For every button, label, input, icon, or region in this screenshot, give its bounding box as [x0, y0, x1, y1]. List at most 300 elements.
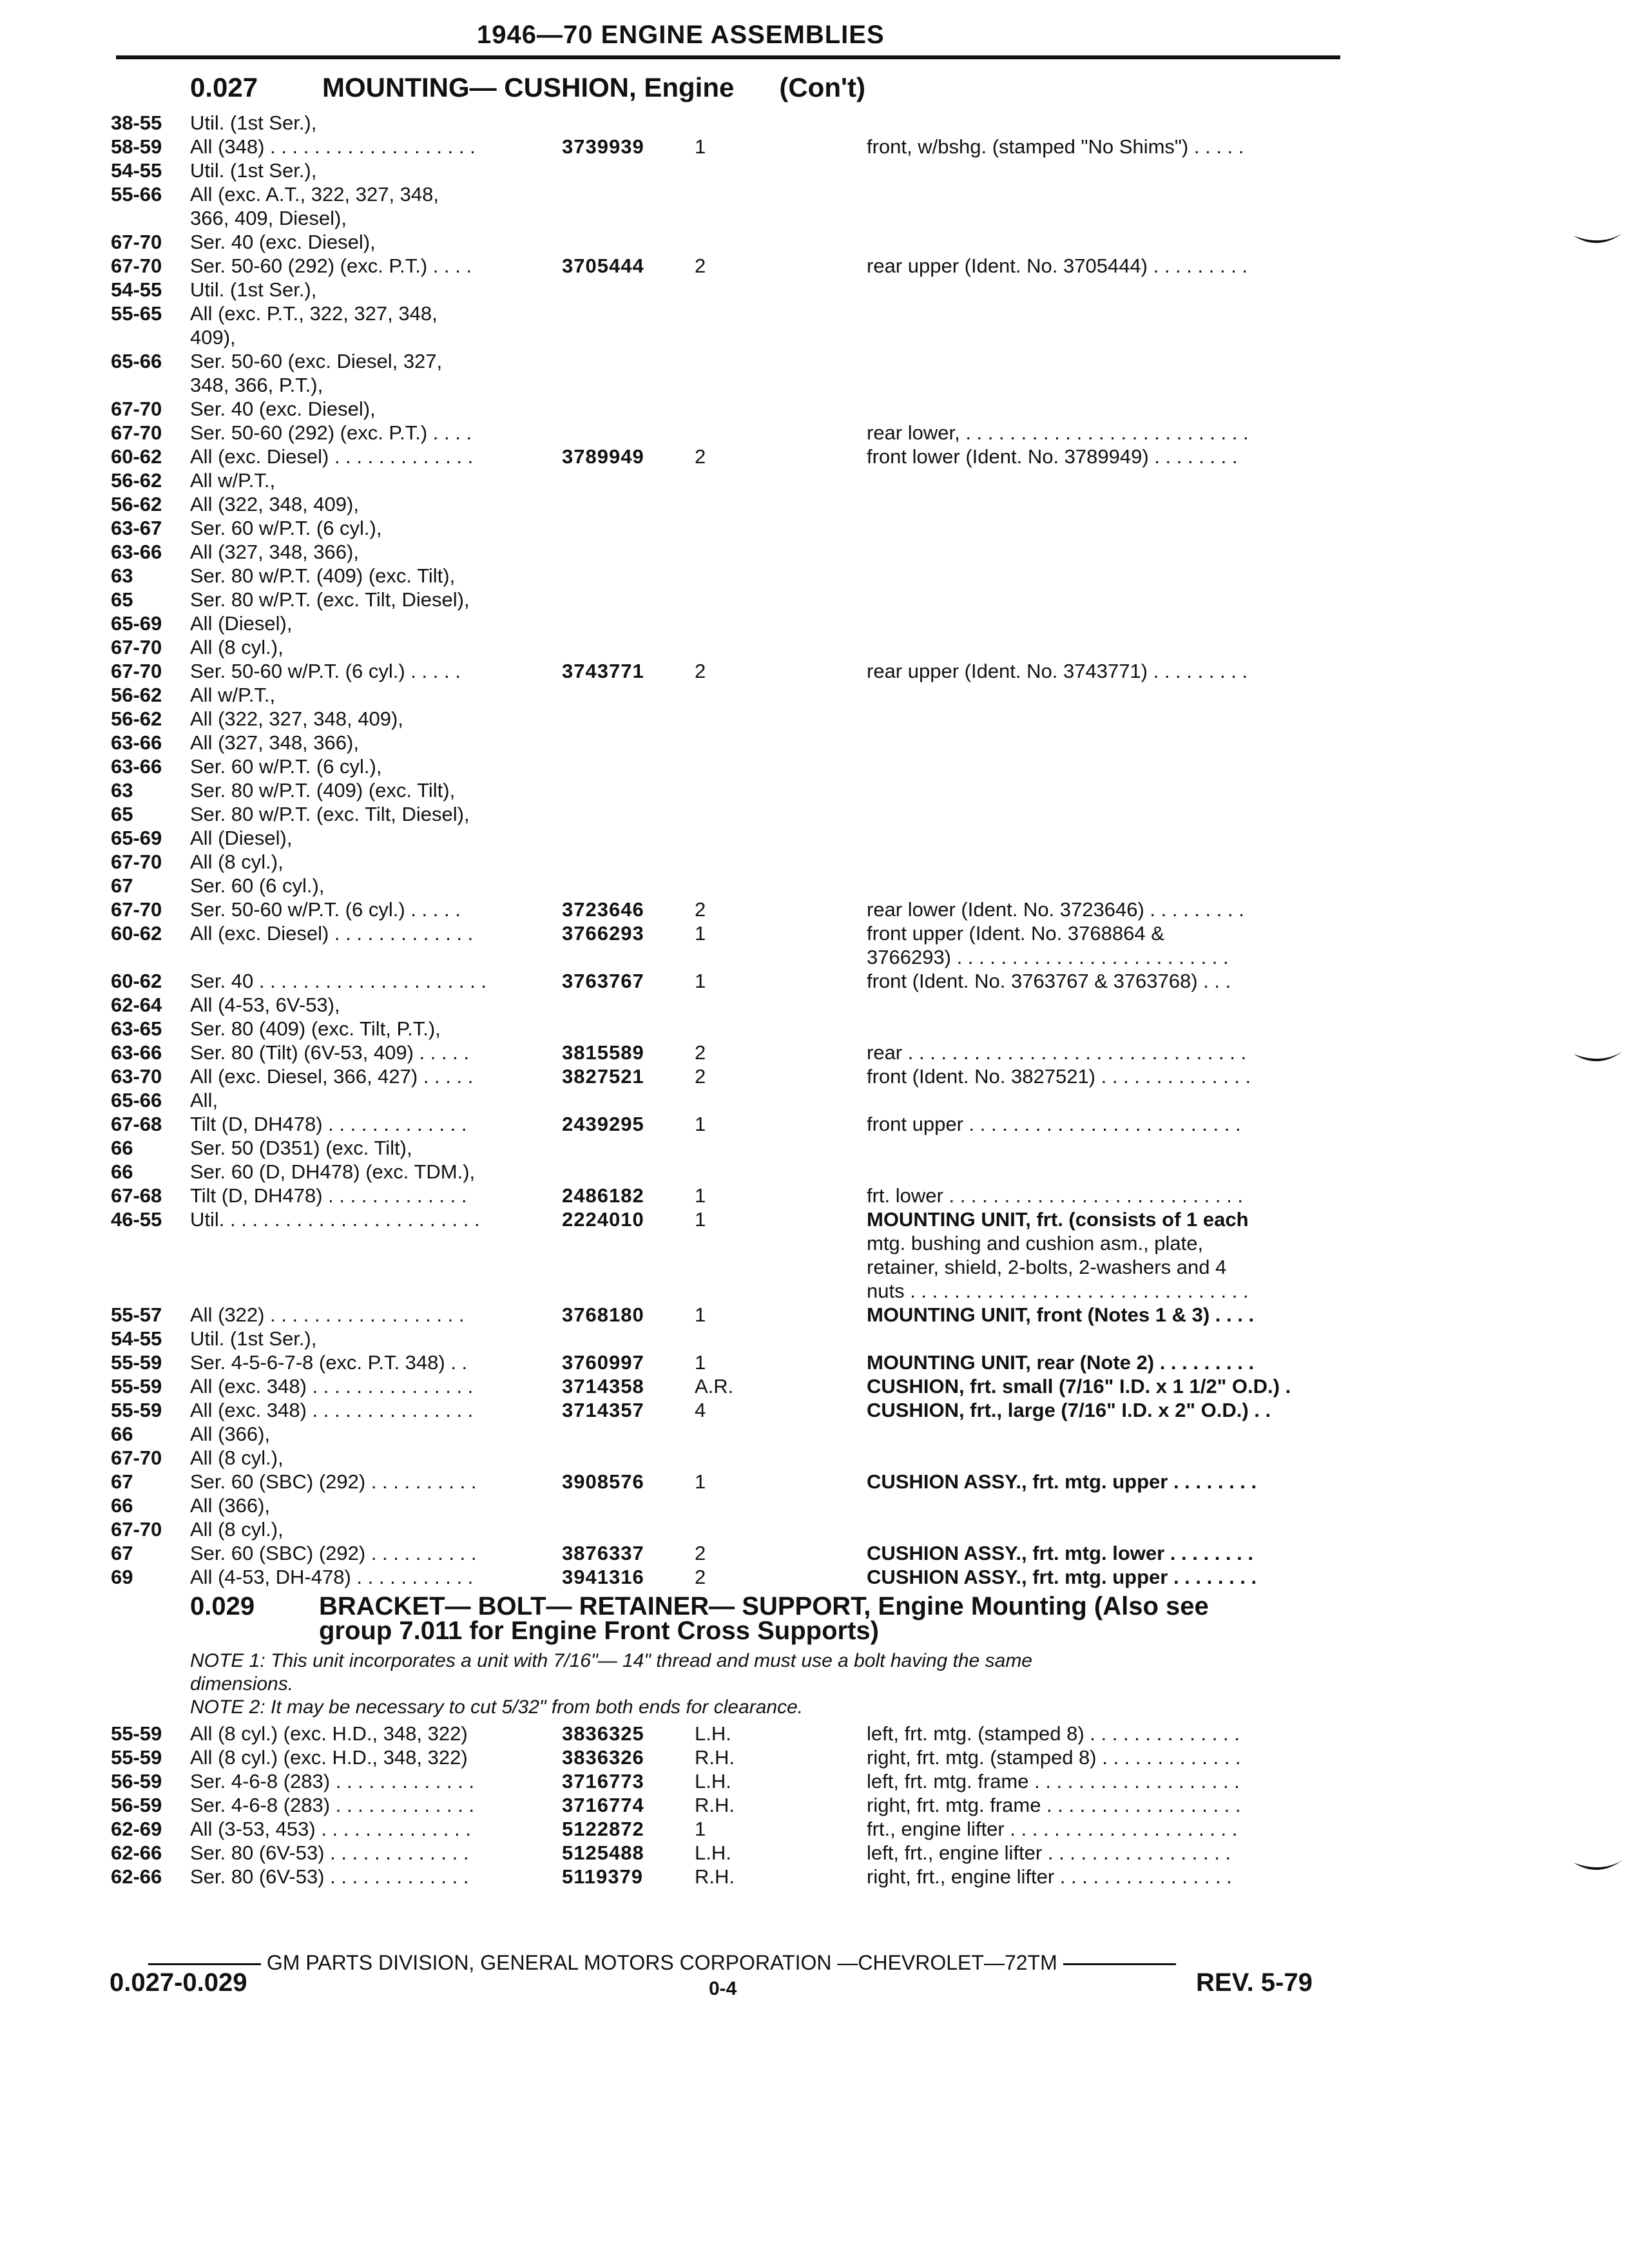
year-range: 60-62	[111, 445, 162, 468]
quantity: 1	[695, 970, 706, 992]
model-description: Ser. 4-5-6-7-8 (exc. P.T. 348) . .	[190, 1351, 468, 1374]
list-item	[0, 1064, 1629, 1088]
footer-section-range: 0.027-0.029	[110, 1968, 247, 1997]
model-description: Util. (1st Ser.),	[190, 1327, 317, 1350]
year-range: 58-59	[111, 135, 162, 158]
year-range: 67-68	[111, 1113, 162, 1135]
list-item	[0, 278, 1629, 302]
year-range: 67-70	[111, 898, 162, 921]
model-description: All (4-53, DH-478) . . . . . . . . . . .	[190, 1566, 474, 1588]
part-number: 3716773	[562, 1770, 644, 1792]
list-item	[0, 969, 1629, 993]
part-description: rear . . . . . . . . . . . . . . . . . . . . . . . . . . . . . . .	[867, 1041, 1247, 1064]
model-description: Ser. 4-6-8 (283) . . . . . . . . . . . . .	[190, 1770, 475, 1792]
list-item	[0, 1565, 1629, 1589]
part-description: front lower (Ident. No. 3789949) . . . . . . . .	[867, 445, 1238, 468]
footer-rule-left	[148, 1963, 261, 1965]
model-description: Ser. 80 w/P.T. (exc. Tilt, Diesel),	[190, 588, 470, 611]
model-description: All (exc. 348) . . . . . . . . . . . . . . .	[190, 1399, 474, 1421]
year-range: 63-65	[111, 1017, 162, 1040]
year-range: 67-70	[111, 255, 162, 277]
list-item	[0, 1446, 1629, 1470]
model-description: All (exc. A.T., 322, 327, 348,	[190, 183, 439, 206]
part-number: 3815589	[562, 1041, 644, 1064]
part-description: rear lower, . . . . . . . . . . . . . . . . . . . . . . . . . .	[867, 421, 1249, 444]
model-description: Ser. 60 w/P.T. (6 cyl.),	[190, 517, 382, 539]
list-item	[0, 325, 1629, 349]
list-item	[0, 1793, 1629, 1817]
year-range: 55-59	[111, 1746, 162, 1769]
year-range: 62-69	[111, 1818, 162, 1840]
year-range: 65-69	[111, 612, 162, 635]
model-description: Ser. 80 w/P.T. (exc. Tilt, Diesel),	[190, 803, 470, 825]
year-range: 55-59	[111, 1375, 162, 1398]
model-description: All (8 cyl.) (exc. H.D., 348, 322)	[190, 1746, 468, 1769]
quantity: L.H.	[695, 1841, 731, 1864]
year-range: 54-55	[111, 278, 162, 301]
model-description: All (322, 327, 348, 409),	[190, 707, 403, 730]
list-item	[0, 230, 1629, 254]
year-range: 54-55	[111, 1327, 162, 1350]
model-description: Ser. 40 . . . . . . . . . . . . . . . . . . . . .	[190, 970, 487, 992]
part-number: 2439295	[562, 1113, 644, 1135]
year-range: 46-55	[111, 1208, 162, 1231]
list-item	[0, 182, 1629, 206]
model-description: Ser. 50-60 w/P.T. (6 cyl.) . . . . .	[190, 898, 461, 921]
year-range: 62-66	[111, 1865, 162, 1888]
list-item	[0, 349, 1629, 373]
model-description: 366, 409, Diesel),	[190, 207, 347, 229]
list-item	[0, 492, 1629, 516]
year-range: 67-70	[111, 660, 162, 682]
part-number: 3908576	[562, 1470, 644, 1493]
year-range: 67-70	[111, 1518, 162, 1541]
part-description: frt. lower . . . . . . . . . . . . . . . . . . . . . . . . . . .	[867, 1184, 1243, 1207]
part-description: CUSHION ASSY., frt. mtg. upper . . . . . . . .	[867, 1566, 1257, 1588]
model-description: All w/P.T.,	[190, 684, 276, 706]
list-item	[0, 826, 1629, 850]
list-item	[0, 1279, 1629, 1303]
part-description: retainer, shield, 2-bolts, 2-washers and 4	[867, 1256, 1227, 1278]
year-range: 65-66	[111, 350, 162, 372]
part-number: 3743771	[562, 660, 644, 682]
model-description: All (322, 348, 409),	[190, 493, 359, 515]
part-description: 3766293) . . . . . . . . . . . . . . . . . . . . . . . . .	[867, 946, 1229, 968]
part-description: left, frt., engine lifter . . . . . . . . . . . . . . . . .	[867, 1841, 1231, 1864]
model-description: Ser. 60 (SBC) (292) . . . . . . . . . .	[190, 1542, 477, 1564]
part-number: 3836325	[562, 1722, 644, 1745]
quantity: 2	[695, 1041, 706, 1064]
section-number: 0.029	[190, 1592, 255, 1620]
model-description: Ser. 4-6-8 (283) . . . . . . . . . . . . .	[190, 1794, 475, 1816]
list-item	[0, 1398, 1629, 1422]
part-description: front (Ident. No. 3763767 & 3763768) . . .	[867, 970, 1231, 992]
year-range: 55-59	[111, 1351, 162, 1374]
part-description: front upper . . . . . . . . . . . . . . . . . . . . . . . . .	[867, 1113, 1241, 1135]
part-description: right, frt. mtg. frame . . . . . . . . . . . . . . . . . .	[867, 1794, 1241, 1816]
part-number: 3941316	[562, 1566, 644, 1588]
list-item	[0, 635, 1629, 659]
year-range: 65-66	[111, 1089, 162, 1111]
quantity: R.H.	[695, 1794, 735, 1816]
model-description: Ser. 80 (6V-53) . . . . . . . . . . . . .	[190, 1841, 469, 1864]
quantity: 2	[695, 1566, 706, 1588]
year-range: 56-59	[111, 1794, 162, 1816]
part-description: CUSHION, frt. small (7/16" I.D. x 1 1/2" O.D.) .	[867, 1375, 1291, 1398]
year-range: 56-62	[111, 469, 162, 492]
model-description: Ser. 80 (6V-53) . . . . . . . . . . . . .	[190, 1865, 469, 1888]
model-description: Ser. 40 (exc. Diesel),	[190, 231, 376, 253]
quantity: 2	[695, 1542, 706, 1564]
year-range: 63-66	[111, 541, 162, 563]
part-description: MOUNTING UNIT, front (Notes 1 & 3) . . . .	[867, 1303, 1255, 1326]
part-description: MOUNTING UNIT, rear (Note 2) . . . . . . . . .	[867, 1351, 1255, 1374]
quantity: 2	[695, 1065, 706, 1088]
model-description: Ser. 50 (D351) (exc. Tilt),	[190, 1137, 412, 1159]
part-number: 3763767	[562, 970, 644, 992]
list-item	[0, 1494, 1629, 1517]
year-range: 69	[111, 1566, 133, 1588]
part-description: nuts . . . . . . . . . . . . . . . . . . . . . . . . . . . . . . .	[867, 1280, 1249, 1302]
part-description: left, frt. mtg. frame . . . . . . . . . . . . . . . . . . .	[867, 1770, 1240, 1792]
list-item	[0, 802, 1629, 826]
year-range: 62-66	[111, 1841, 162, 1864]
list-item	[0, 1470, 1629, 1494]
footer-rule-right	[1063, 1963, 1176, 1965]
year-range: 67	[111, 1470, 133, 1493]
part-description: mtg. bushing and cushion asm., plate,	[867, 1232, 1204, 1254]
year-range: 55-59	[111, 1722, 162, 1745]
part-number: 5125488	[562, 1841, 644, 1864]
model-description: 409),	[190, 326, 236, 349]
list-item	[0, 850, 1629, 874]
model-description: All (8 cyl.),	[190, 1446, 284, 1469]
section-number: 0.027	[190, 72, 258, 102]
part-number: 3714357	[562, 1399, 644, 1421]
year-range: 56-59	[111, 1770, 162, 1792]
list-item	[0, 1517, 1629, 1541]
year-range: 63	[111, 779, 133, 802]
model-description: All (348) . . . . . . . . . . . . . . . . . . .	[190, 135, 476, 158]
year-range: 66	[111, 1423, 133, 1445]
list-item	[0, 421, 1629, 445]
model-description: Ser. 50-60 (292) (exc. P.T.) . . . .	[190, 255, 472, 277]
list-item	[0, 1769, 1629, 1793]
model-description: Tilt (D, DH478) . . . . . . . . . . . . .	[190, 1184, 467, 1207]
part-number: 3723646	[562, 898, 644, 921]
list-item	[0, 993, 1629, 1017]
model-description: Ser. 50-60 w/P.T. (6 cyl.) . . . . .	[190, 660, 461, 682]
list-item	[0, 778, 1629, 802]
continued-label: (Con't)	[779, 72, 865, 102]
list-item	[0, 1017, 1629, 1041]
part-number: 5119379	[562, 1865, 643, 1888]
part-description: right, frt., engine lifter . . . . . . . . . . . . . . . .	[867, 1865, 1232, 1888]
quantity: L.H.	[695, 1770, 731, 1792]
part-number: 3876337	[562, 1542, 644, 1564]
list-item	[0, 1722, 1629, 1745]
section-name-line2: group 7.011 for Engine Front Cross Supports)	[319, 1617, 879, 1645]
part-number: 3739939	[562, 135, 644, 158]
year-range: 67	[111, 1542, 133, 1564]
model-description: All (8 cyl.),	[190, 850, 284, 873]
list-item	[0, 1231, 1629, 1255]
list-item	[0, 707, 1629, 731]
model-description: All (8 cyl.) (exc. H.D., 348, 322)	[190, 1722, 468, 1745]
model-description: Ser. 60 (6 cyl.),	[190, 874, 325, 897]
list-item	[0, 1327, 1629, 1350]
list-item	[0, 921, 1629, 945]
list-item	[0, 683, 1629, 707]
year-range: 62-64	[111, 994, 162, 1016]
year-range: 65-69	[111, 827, 162, 849]
year-range: 55-59	[111, 1399, 162, 1421]
part-description: frt., engine lifter . . . . . . . . . . . . . . . . . . . . .	[867, 1818, 1238, 1840]
part-number: 3789949	[562, 445, 644, 468]
quantity: L.H.	[695, 1722, 731, 1745]
model-description: Util. (1st Ser.),	[190, 278, 317, 301]
model-description: 348, 366, P.T.),	[190, 374, 323, 396]
model-description: Ser. 80 (409) (exc. Tilt, P.T.),	[190, 1017, 441, 1040]
quantity: 1	[695, 922, 706, 945]
model-description: All (366),	[190, 1494, 271, 1517]
section-title-0027	[190, 72, 865, 103]
part-number: 2224010	[562, 1208, 644, 1231]
model-description: Ser. 50-60 (exc. Diesel, 327,	[190, 350, 443, 372]
year-range: 56-62	[111, 493, 162, 515]
model-description: All w/P.T.,	[190, 469, 276, 492]
year-range: 63-66	[111, 1041, 162, 1064]
model-description: All (exc. P.T., 322, 327, 348,	[190, 302, 438, 325]
list-item	[0, 1112, 1629, 1136]
quantity: 2	[695, 445, 706, 468]
year-range: 63-70	[111, 1065, 162, 1088]
note-line: NOTE 1: This unit incorporates a unit with 7/16"— 14" thread and must use a bolt having the same	[190, 1650, 1032, 1671]
model-description: All (327, 348, 366),	[190, 541, 359, 563]
section-title-0029	[190, 1594, 1209, 1643]
list-item	[0, 731, 1629, 754]
footer-imprint	[148, 1951, 1327, 1975]
list-item	[0, 898, 1629, 921]
part-description: rear upper (Ident. No. 3705444) . . . . . . . . .	[867, 255, 1248, 277]
year-range: 66	[111, 1160, 133, 1183]
part-description: CUSHION ASSY., frt. mtg. lower . . . . . . . .	[867, 1542, 1253, 1564]
year-range: 65	[111, 803, 133, 825]
year-range: 38-55	[111, 111, 162, 134]
list-item	[0, 1303, 1629, 1327]
list-item	[0, 1541, 1629, 1565]
part-description: rear upper (Ident. No. 3743771) . . . . . . . . .	[867, 660, 1248, 682]
page-header: 1946—70 ENGINE ASSEMBLIES	[477, 21, 885, 49]
model-description: All (exc. Diesel) . . . . . . . . . . . . .	[190, 922, 474, 945]
list-item	[0, 1865, 1629, 1888]
model-description: All (327, 348, 366),	[190, 731, 359, 754]
year-range: 67-70	[111, 636, 162, 658]
part-description: CUSHION ASSY., frt. mtg. upper . . . . . . . .	[867, 1470, 1257, 1493]
list-item	[0, 874, 1629, 898]
list-item	[0, 1422, 1629, 1446]
list-item	[0, 254, 1629, 278]
list-item	[0, 1817, 1629, 1841]
note-line: NOTE 2: It may be necessary to cut 5/32" from both ends for clearance.	[190, 1696, 804, 1718]
model-description: Ser. 80 w/P.T. (409) (exc. Tilt),	[190, 564, 456, 587]
list-item	[0, 659, 1629, 683]
list-item	[0, 1088, 1629, 1112]
model-description: Ser. 80 w/P.T. (409) (exc. Tilt),	[190, 779, 456, 802]
footer-revision: REV. 5-79	[1196, 1968, 1313, 1997]
year-range: 63-66	[111, 731, 162, 754]
year-range: 66	[111, 1137, 133, 1159]
model-description: Ser. 60 (SBC) (292) . . . . . . . . . .	[190, 1470, 477, 1493]
footer-text: GM PARTS DIVISION, GENERAL MOTORS CORPORATION —CHEVROLET—72TM	[266, 1951, 1057, 1974]
list-item	[0, 1374, 1629, 1398]
part-description: front, w/bshg. (stamped "No Shims") . . . . .	[867, 135, 1244, 158]
list-item	[0, 1745, 1629, 1769]
model-description: All (8 cyl.),	[190, 1518, 284, 1541]
list-item	[0, 540, 1629, 564]
list-item	[0, 135, 1629, 159]
model-description: All (4-53, 6V-53),	[190, 994, 340, 1016]
list-item	[0, 1350, 1629, 1374]
list-item	[0, 445, 1629, 468]
part-number: 3836326	[562, 1746, 644, 1769]
model-description: Ser. 50-60 (292) (exc. P.T.) . . . .	[190, 421, 472, 444]
model-description: All (exc. Diesel, 366, 427) . . . . .	[190, 1065, 474, 1088]
part-number: 3766293	[562, 922, 644, 945]
list-item	[0, 1041, 1629, 1064]
year-range: 63-66	[111, 755, 162, 778]
note-line: dimensions.	[190, 1673, 294, 1695]
part-number: 3760997	[562, 1351, 644, 1374]
year-range: 67-70	[111, 421, 162, 444]
binding-hole-mark	[1572, 232, 1624, 251]
model-description: Tilt (D, DH478) . . . . . . . . . . . . .	[190, 1113, 467, 1135]
model-description: Util. (1st Ser.),	[190, 159, 317, 182]
model-description: Ser. 60 w/P.T. (6 cyl.),	[190, 755, 382, 778]
model-description: All (exc. Diesel) . . . . . . . . . . . . .	[190, 445, 474, 468]
binding-hole-mark	[1572, 1050, 1624, 1070]
list-item	[0, 754, 1629, 778]
list-item	[0, 468, 1629, 492]
quantity: 1	[695, 1818, 706, 1840]
list-item	[0, 1207, 1629, 1231]
year-range: 67-70	[111, 1446, 162, 1469]
model-description: All,	[190, 1089, 218, 1111]
quantity: R.H.	[695, 1746, 735, 1769]
model-description: All (366),	[190, 1423, 271, 1445]
list-item	[0, 1160, 1629, 1184]
binding-hole-mark	[1572, 1859, 1624, 1878]
model-description: Ser. 40 (exc. Diesel),	[190, 398, 376, 420]
list-item	[0, 1841, 1629, 1865]
part-description: front (Ident. No. 3827521) . . . . . . . . . . . . . .	[867, 1065, 1251, 1088]
part-description: MOUNTING UNIT, frt. (consists of 1 each	[867, 1208, 1249, 1231]
part-number: 3768180	[562, 1303, 644, 1326]
list-item	[0, 564, 1629, 588]
year-range: 54-55	[111, 159, 162, 182]
quantity: 1	[695, 1303, 706, 1326]
list-item	[0, 159, 1629, 182]
part-number: 2486182	[562, 1184, 644, 1207]
model-description: All (exc. 348) . . . . . . . . . . . . . . .	[190, 1375, 474, 1398]
part-number: 3716774	[562, 1794, 644, 1816]
model-description: Ser. 60 (D, DH478) (exc. TDM.),	[190, 1160, 476, 1183]
list-item	[0, 611, 1629, 635]
model-description: Ser. 80 (Tilt) (6V-53, 409) . . . . .	[190, 1041, 470, 1064]
year-range: 55-57	[111, 1303, 162, 1326]
part-number: 3705444	[562, 255, 644, 277]
quantity: 1	[695, 1113, 706, 1135]
list-item	[0, 945, 1629, 969]
list-item	[0, 588, 1629, 611]
model-description: All (Diesel),	[190, 612, 293, 635]
list-item	[0, 302, 1629, 325]
model-description: Util. . . . . . . . . . . . . . . . . . . . . . . .	[190, 1208, 480, 1231]
section-name: MOUNTING— CUSHION, Engine	[322, 72, 735, 102]
list-item	[0, 111, 1629, 135]
year-range: 66	[111, 1494, 133, 1517]
quantity: A.R.	[695, 1375, 734, 1398]
list-item	[0, 1255, 1629, 1279]
model-description: All (322) . . . . . . . . . . . . . . . . . .	[190, 1303, 465, 1326]
part-description: left, frt. mtg. (stamped 8) . . . . . . . . . . . . . .	[867, 1722, 1240, 1745]
quantity: 1	[695, 1470, 706, 1493]
quantity: 1	[695, 135, 706, 158]
year-range: 60-62	[111, 922, 162, 945]
year-range: 67	[111, 874, 133, 897]
quantity: 2	[695, 255, 706, 277]
year-range: 67-70	[111, 398, 162, 420]
list-item	[0, 206, 1629, 230]
part-description: front upper (Ident. No. 3768864 &	[867, 922, 1164, 945]
part-number: 5122872	[562, 1818, 644, 1840]
list-item	[0, 1136, 1629, 1160]
model-description: All (Diesel),	[190, 827, 293, 849]
header-rule	[116, 55, 1340, 59]
year-range: 55-65	[111, 302, 162, 325]
year-range: 56-62	[111, 684, 162, 706]
quantity: 4	[695, 1399, 706, 1421]
year-range: 67-68	[111, 1184, 162, 1207]
list-item	[0, 373, 1629, 397]
part-description: right, frt. mtg. (stamped 8) . . . . . . . . . . . . .	[867, 1746, 1241, 1769]
year-range: 55-66	[111, 183, 162, 206]
list-item	[0, 397, 1629, 421]
year-range: 56-62	[111, 707, 162, 730]
part-number: 3827521	[562, 1065, 644, 1088]
model-description: All (3-53, 453) . . . . . . . . . . . . . .	[190, 1818, 471, 1840]
part-description: CUSHION, frt., large (7/16" I.D. x 2" O.D.) . .	[867, 1399, 1271, 1421]
year-range: 65	[111, 588, 133, 611]
year-range: 63-67	[111, 517, 162, 539]
footer-page-number: 0-4	[709, 1978, 737, 1999]
quantity: R.H.	[695, 1865, 735, 1888]
model-description: All (8 cyl.),	[190, 636, 284, 658]
part-number: 3714358	[562, 1375, 644, 1398]
model-description: Util. (1st Ser.),	[190, 111, 317, 134]
quantity: 2	[695, 898, 706, 921]
part-description: rear lower (Ident. No. 3723646) . . . . . . . . .	[867, 898, 1244, 921]
year-range: 67-70	[111, 231, 162, 253]
year-range: 67-70	[111, 850, 162, 873]
quantity: 1	[695, 1184, 706, 1207]
year-range: 63	[111, 564, 133, 587]
quantity: 1	[695, 1208, 706, 1231]
section-name-line1: BRACKET— BOLT— RETAINER— SUPPORT, Engine Mounting (Also see	[319, 1592, 1209, 1620]
list-item	[0, 516, 1629, 540]
quantity: 1	[695, 1351, 706, 1374]
quantity: 2	[695, 660, 706, 682]
